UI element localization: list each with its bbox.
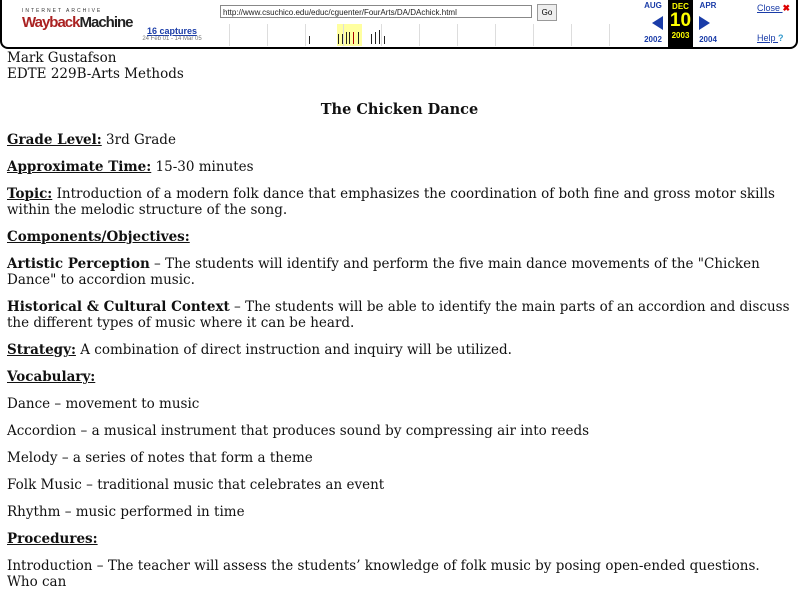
procedures-heading: Procedures: (7, 531, 98, 547)
time-label: Approximate Time: (7, 159, 152, 175)
vocabulary-heading: Vocabulary: (7, 369, 96, 385)
topic-text: Introduction of a modern folk dance that emphasizes the coordination of both fine and gross motor skills within the melodic structure of the song. (7, 186, 775, 218)
approx-time (7, 159, 792, 175)
strategy-text: A combination of direct instruction and inquiry will be utilized. (75, 342, 512, 358)
close-icon[interactable]: ✖ (782, 3, 791, 13)
introduction: Introduction – The teacher will assess the students’ knowledge of folk music by posing open-ended questions. Who can (7, 558, 760, 590)
close-link[interactable] (757, 3, 790, 14)
logo-b: Machine (79, 14, 133, 31)
help-label: Help (757, 33, 776, 43)
capture-sparkline[interactable] (212, 24, 632, 46)
help-icon[interactable]: ? (778, 33, 784, 43)
topic (7, 186, 792, 218)
author: Mark Gustafson (7, 50, 117, 66)
hc-label: Historical & Cultural Context (7, 299, 230, 315)
ap-label: Artistic Perception (7, 256, 150, 272)
course: EDTE 229B-Arts Methods (7, 66, 184, 82)
grade-value: 3rd Grade (101, 132, 176, 148)
document (7, 50, 792, 601)
logo-a: Wayback (22, 14, 80, 31)
logo-top: INTERNET ARCHIVE (22, 8, 103, 14)
capture-range: 24 Feb 01 - 14 Mar 05 (142, 36, 202, 42)
wayback-toolbar (0, 0, 798, 49)
next-arrow-icon[interactable] (699, 16, 710, 30)
vocab-item: Melody – a series of notes that form a theme (7, 450, 313, 466)
vocab-item: Rhythm – music performed in time (7, 504, 245, 520)
go-button[interactable]: Go (537, 4, 557, 21)
cur-year: 2003 (671, 31, 690, 40)
help-link[interactable] (757, 33, 784, 43)
vocab-item: Accordion – a musical instrument that produces sound by compressing air into reeds (7, 423, 590, 439)
artistic-perception (7, 256, 792, 288)
vocab-item: Folk Music – traditional music that celebrates an event (7, 477, 385, 493)
grade-level (7, 132, 792, 148)
url-input[interactable]: http://www.csuchico.edu/educ/cguenter/FourArts/DA/DAchick.html (220, 5, 532, 18)
components-heading: Components/Objectives: (7, 229, 190, 245)
topic-label: Topic: (7, 186, 53, 202)
prev-year[interactable]: 2002 (644, 35, 662, 44)
next-month[interactable]: APR (699, 1, 717, 10)
strategy (7, 342, 792, 358)
close-label: Close (757, 3, 781, 13)
vocab-item: Dance – movement to music (7, 396, 200, 412)
cur-day: 10 (669, 10, 692, 31)
cur-month: DEC (672, 2, 689, 11)
captures-link[interactable]: 16 captures (146, 26, 198, 36)
current-capture (668, 0, 693, 47)
next-year[interactable]: 2004 (699, 35, 717, 44)
ap-text: – The students will identify and perform the five main dance movements of the "Chicken Dance" to accordion music. (7, 256, 760, 288)
hc-text: – The students will be able to identify the main parts of an accordion and discuss the different types of music where it can be heard. (7, 299, 790, 331)
page-title: The Chicken Dance (320, 101, 479, 118)
prev-arrow-icon[interactable] (652, 16, 663, 30)
strategy-label: Strategy: (7, 342, 76, 358)
grade-label: Grade Level: (7, 132, 102, 148)
prev-month[interactable]: AUG (644, 1, 662, 10)
time-value: 15-30 minutes (151, 159, 254, 175)
wayback-logo[interactable] (22, 8, 133, 31)
historical-context (7, 299, 792, 331)
